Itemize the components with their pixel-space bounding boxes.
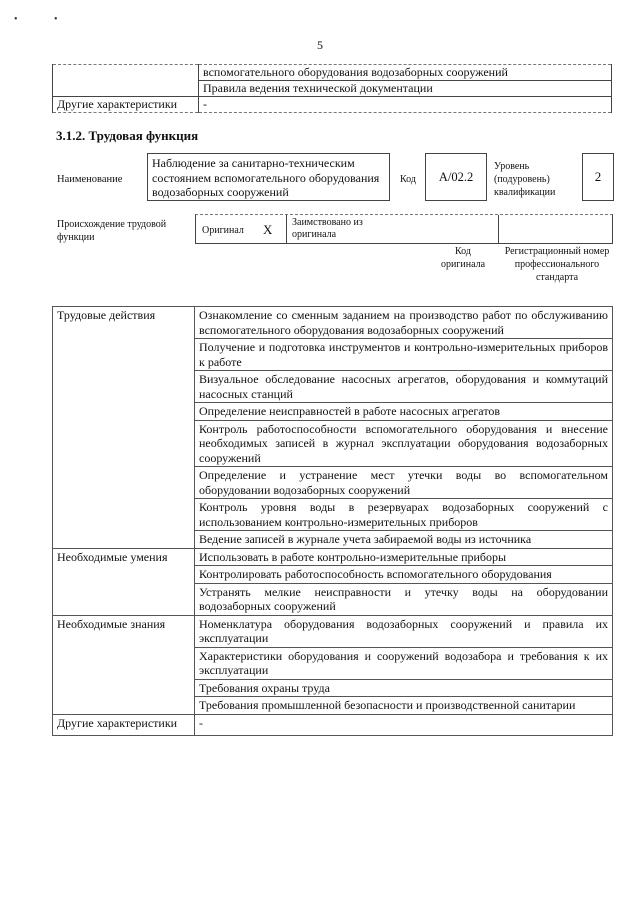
list-item: Контроль уровня воды в резервуарах водозаборных сооружений с использованием контрольно-измерительных приборов	[195, 499, 613, 531]
list-item: Контролировать работоспособность вспомогательного оборудования	[195, 566, 613, 584]
table-row	[53, 548, 613, 566]
category-cell	[53, 339, 195, 371]
category-cell	[53, 81, 199, 97]
scan-dot: •	[14, 14, 18, 25]
labor-function-table	[52, 306, 613, 736]
page-number: 5	[317, 38, 323, 52]
list-item: Требования охраны труда	[195, 679, 613, 697]
original-mark: X	[263, 222, 273, 237]
category-cell	[53, 499, 195, 531]
origin-row	[195, 214, 613, 244]
list-item: Устранять мелкие неисправности и утечку воды на оборудовании водозаборных сооружений	[195, 583, 613, 615]
category-cell	[53, 65, 199, 81]
category-skills: Необходимые умения	[53, 548, 195, 566]
level-label: Уровень (подуровень) квалификации	[494, 161, 556, 198]
table-row	[53, 339, 613, 371]
category-cell	[53, 467, 195, 499]
other-value: -	[195, 714, 613, 735]
table-row	[53, 420, 613, 467]
list-item: Визуальное обследование насосных агрегатов, оборудования и коммутаций насосных станций	[195, 371, 613, 403]
table-row	[53, 81, 612, 97]
list-item: Характеристики оборудования и сооружений водозабора и требования к их эксплуатации	[195, 647, 613, 679]
table-row	[53, 647, 613, 679]
blank-cell	[498, 215, 614, 243]
level-value: 2	[594, 169, 602, 184]
borrowed-label: Заимствовано из оригинала	[292, 217, 363, 240]
continuation-table	[52, 64, 612, 113]
table-row	[53, 583, 613, 615]
code-label: Код	[400, 174, 416, 185]
list-item: Определение и устранение мест утечки воды во вспомогательном оборудовании водозаборных сооружений	[195, 467, 613, 499]
table-row	[53, 499, 613, 531]
original-label: Оригинал	[202, 225, 244, 236]
list-item: Требования промышленной безопасности и производственной санитарии	[195, 697, 613, 715]
category-cell	[53, 679, 195, 697]
category-cell	[53, 371, 195, 403]
list-item: Контроль работоспособности вспомогательного оборудования и внесение необходимых записей в журнал эксплуатации оборудования водозаборных сооружений	[195, 420, 613, 467]
section-title: 3.1.2. Трудовая функция	[56, 128, 199, 143]
value-cell: вспомогательного оборудования водозаборных сооружений	[199, 65, 612, 81]
value-cell: Правила ведения технической документации	[199, 81, 612, 97]
name-value-box	[147, 153, 390, 201]
category-knowledge: Необходимые знания	[53, 615, 195, 647]
table-row	[53, 531, 613, 549]
category-cell	[53, 647, 195, 679]
table-row	[53, 714, 613, 735]
table-row	[53, 679, 613, 697]
original-cell	[196, 215, 287, 243]
table-row	[53, 566, 613, 584]
level-value-box	[582, 153, 614, 201]
name-label: Наименование	[57, 174, 123, 185]
list-item: Ознакомление со сменным заданием на производство работ по обслуживанию вспомогательного оборудования водозаборных сооружений	[195, 307, 613, 339]
list-item: Номенклатура оборудования водозаборных сооружений и правила их эксплуатации	[195, 615, 613, 647]
category-cell	[53, 420, 195, 467]
category-cell	[53, 566, 195, 584]
code-original-label: Код оригинала	[440, 246, 486, 270]
list-item: Получение и подготовка инструментов и контрольно-измерительных приборов к работе	[195, 339, 613, 371]
origin-label: Происхождение трудовой функции	[57, 219, 167, 243]
name-value: Наблюдение за санитарно-техническим состоянием вспомогательного оборудования водозаборных сооружений	[152, 156, 380, 199]
reg-number-label: Регистрационный номер профессионального стандарта	[504, 246, 610, 283]
category-cell	[53, 583, 195, 615]
category-other: Другие характеристики	[53, 714, 195, 735]
scan-dot: •	[54, 14, 58, 25]
code-value-box	[425, 153, 487, 201]
value-cell: -	[199, 97, 612, 113]
code-value: A/02.2	[438, 169, 474, 184]
category-cell	[53, 403, 195, 421]
list-item: Использовать в работе контрольно-измерительные приборы	[195, 548, 613, 566]
table-row	[53, 97, 612, 113]
table-row	[53, 371, 613, 403]
list-item: Ведение записей в журнале учета забираемой воды из источника	[195, 531, 613, 549]
table-row	[53, 615, 613, 647]
table-row	[53, 467, 613, 499]
category-cell	[53, 531, 195, 549]
category-labor-actions: Трудовые действия	[53, 307, 195, 339]
table-row	[53, 403, 613, 421]
table-row	[53, 697, 613, 715]
category-cell	[53, 697, 195, 715]
table-row	[53, 307, 613, 339]
category-cell: Другие характеристики	[53, 97, 199, 113]
list-item: Определение неисправностей в работе насосных агрегатов	[195, 403, 613, 421]
borrowed-cell	[286, 215, 499, 243]
table-row	[53, 65, 612, 81]
